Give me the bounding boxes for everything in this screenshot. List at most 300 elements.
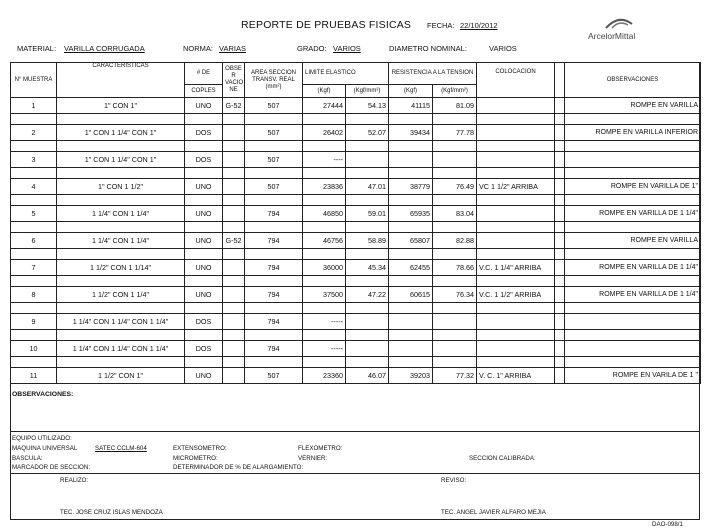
cell-col [477, 125, 555, 141]
table-row [11, 314, 701, 330]
header-de-coples-top: # DE [185, 63, 223, 85]
cell-area: 507 [245, 368, 303, 384]
reviso-label: REVISO: [441, 477, 467, 484]
cell-kgf1: 46756 [303, 233, 346, 249]
cell-kgf1: 23836 [303, 179, 346, 195]
gap-cell [477, 249, 555, 260]
cell-obs [223, 368, 245, 384]
cell-kgf1: 26402 [303, 125, 346, 141]
gap-cell [555, 195, 565, 206]
cell-kgfmm2 [433, 341, 477, 357]
cell-col: V. C. 1" ARRIBA [477, 368, 555, 384]
cell-kgfmm2: 77.32 [433, 368, 477, 384]
gap-row [11, 330, 701, 341]
gap-cell [346, 276, 389, 287]
cell-n: 5 [11, 206, 57, 222]
cell-obs [223, 260, 245, 276]
gap-cell [565, 357, 701, 368]
gap-cell [11, 330, 57, 341]
reviso-name: TEC. ANGEL JAVIER ALFARO MEJIA [441, 509, 546, 516]
gap-cell [57, 303, 185, 314]
cell-n: 3 [11, 152, 57, 168]
cell-car: 1" CON 1 1/2" [57, 179, 185, 195]
gap-cell [433, 168, 477, 179]
cell-kgf2: 41115 [389, 98, 433, 114]
cell-observ: ROMPE EN VARILLA DE 1 1/4" [565, 206, 701, 222]
table-row [11, 152, 701, 168]
cell-car: 1 1/2" CON 1 1/4" [57, 287, 185, 303]
gap-cell [555, 357, 565, 368]
gap-cell [565, 141, 701, 152]
gap-cell [57, 276, 185, 287]
arcelormittal-logo-icon [604, 14, 634, 30]
divider-2 [10, 473, 700, 474]
cell-coples: UNO [185, 368, 223, 384]
cell-kgf1: 23360 [303, 368, 346, 384]
header-kgfmm-2: (Kgf/mm²) [433, 85, 477, 98]
gap-cell [433, 303, 477, 314]
table-row [11, 287, 701, 303]
header-kgf-1: (Kgf) [303, 85, 346, 98]
header-limite-elastico: LIMITE ELASTICO [303, 63, 389, 85]
header-kgfmm-1: (Kgf/mm²) [346, 85, 389, 98]
gap-cell [346, 168, 389, 179]
logo-text: ArcelorMittal [588, 31, 636, 41]
gap-cell [477, 114, 555, 125]
cell-coples: UNO [185, 179, 223, 195]
gap-cell [303, 249, 346, 260]
cell-kgf2: 38779 [389, 179, 433, 195]
cell-observ: ROMPE EN VARILLA [565, 98, 701, 114]
cell-car: 1 1/2" CON 1 1/14" [57, 260, 185, 276]
gap-cell [433, 222, 477, 233]
cell-obs [223, 287, 245, 303]
cell-area: 794 [245, 260, 303, 276]
gap-cell [565, 249, 701, 260]
gap-cell [477, 303, 555, 314]
gap-cell [11, 114, 57, 125]
gap-row [11, 114, 701, 125]
fecha-value: 22/10/2012 [460, 21, 498, 30]
gap-cell [223, 303, 245, 314]
cell-n: 1 [11, 98, 57, 114]
cell-kgf1: 36000 [303, 260, 346, 276]
cell-obs [223, 206, 245, 222]
cell-col [477, 98, 555, 114]
gap-cell [477, 357, 555, 368]
gap-row [11, 303, 701, 314]
cell-area: 794 [245, 341, 303, 357]
cell-col: V.C. 1 1/4" ARRIBA [477, 260, 555, 276]
cell-coples: DOS [185, 152, 223, 168]
cell-car: 1 1/4" CON 1 1/4" CON 1 1/4" [57, 341, 185, 357]
gap-cell [433, 114, 477, 125]
cell-kgfmm1 [346, 341, 389, 357]
cell-area: 507 [245, 179, 303, 195]
cell-obs: G-52 [223, 233, 245, 249]
gap-cell [245, 303, 303, 314]
cell-kgf2: 39434 [389, 125, 433, 141]
cell-col [477, 341, 555, 357]
equipo-label: EQUIPO UTILIZADO: [12, 435, 72, 442]
gap-cell [555, 168, 565, 179]
gap-cell [346, 357, 389, 368]
header-spacer [555, 63, 565, 98]
gap-cell [185, 249, 223, 260]
cell-spacer [555, 125, 565, 141]
gap-cell [433, 195, 477, 206]
gap-cell [346, 330, 389, 341]
maquina-label: MAQUINA UNIVERSAL [12, 445, 78, 452]
gap-cell [477, 222, 555, 233]
cell-observ: ROMPE EN VARILLA INFERIOR [565, 125, 701, 141]
gap-cell [389, 222, 433, 233]
gap-cell [57, 114, 185, 125]
material-label: MATERIAL: [17, 44, 57, 53]
cell-kgf2: 39203 [389, 368, 433, 384]
gap-cell [11, 303, 57, 314]
cell-area: 794 [245, 206, 303, 222]
table-row [11, 341, 701, 357]
seccion-calibrada-label: SECCION CALIBRADA: [469, 455, 536, 462]
gap-cell [245, 276, 303, 287]
gap-row [11, 168, 701, 179]
cell-kgfmm1: 46.07 [346, 368, 389, 384]
norma-label: NORMA: [183, 44, 213, 53]
cell-spacer [555, 341, 565, 357]
gap-cell [185, 114, 223, 125]
gap-cell [11, 141, 57, 152]
cell-n: 6 [11, 233, 57, 249]
cell-kgf2 [389, 314, 433, 330]
cell-car: 1" CON 1" [57, 98, 185, 114]
gap-cell [185, 168, 223, 179]
gap-cell [57, 222, 185, 233]
cell-observ: ROMPE EN VARILLA DE 1 1/4" [565, 260, 701, 276]
cell-spacer [555, 287, 565, 303]
gap-row [11, 195, 701, 206]
cell-area: 794 [245, 233, 303, 249]
gap-cell [477, 141, 555, 152]
gap-cell [57, 141, 185, 152]
gap-cell [245, 195, 303, 206]
table-row [11, 233, 701, 249]
flexometro-label: FLEXOMETRO: [298, 445, 343, 452]
gap-cell [389, 357, 433, 368]
gap-cell [185, 357, 223, 368]
cell-col [477, 233, 555, 249]
extensometro-label: EXTENSOMETRO: [173, 445, 227, 452]
cell-n: 9 [11, 314, 57, 330]
diametro-value: VARIOS [489, 44, 517, 53]
gap-cell [303, 168, 346, 179]
gap-cell [565, 168, 701, 179]
header-observaciones: OBSERVACIONES [565, 63, 701, 98]
cell-kgf1: 37500 [303, 287, 346, 303]
gap-cell [57, 357, 185, 368]
cell-car: 1 1/4" CON 1 1/4" CON 1 1/4" [57, 314, 185, 330]
bascula-label: BASCULA: [12, 455, 43, 462]
cell-obs [223, 341, 245, 357]
cell-car: 1" CON 1 1/4" CON 1" [57, 152, 185, 168]
gap-cell [303, 276, 346, 287]
cell-kgf1: ---- [303, 152, 346, 168]
gap-cell [555, 330, 565, 341]
cell-n: 11 [11, 368, 57, 384]
cell-kgfmm1: 47.01 [346, 179, 389, 195]
cell-col [477, 206, 555, 222]
cell-area: 794 [245, 314, 303, 330]
gap-cell [555, 222, 565, 233]
cell-area: 507 [245, 125, 303, 141]
gap-cell [11, 276, 57, 287]
vernier-label: VERNIER: [298, 455, 328, 462]
gap-cell [245, 249, 303, 260]
gap-cell [565, 303, 701, 314]
table-row [11, 125, 701, 141]
gap-cell [433, 357, 477, 368]
gap-cell [433, 276, 477, 287]
gap-cell [565, 114, 701, 125]
norma-value: VARIAS [219, 44, 246, 53]
gap-row [11, 249, 701, 260]
gap-cell [57, 330, 185, 341]
gap-cell [57, 249, 185, 260]
cell-kgf2: 62455 [389, 260, 433, 276]
cell-coples: UNO [185, 98, 223, 114]
cell-col: VC 1 1/2" ARRIBA [477, 179, 555, 195]
gap-cell [11, 249, 57, 260]
gap-cell [389, 195, 433, 206]
cell-coples: UNO [185, 287, 223, 303]
cell-kgfmm2 [433, 314, 477, 330]
cell-kgfmm2: 81.09 [433, 98, 477, 114]
gap-cell [223, 357, 245, 368]
cell-n: 10 [11, 341, 57, 357]
cell-kgfmm1: 45.34 [346, 260, 389, 276]
gap-cell [389, 303, 433, 314]
gap-cell [185, 222, 223, 233]
gap-cell [303, 357, 346, 368]
maquina-value: SATEC CCLM-604 [95, 445, 147, 452]
diametro-label: DIAMETRO NOMINAL: [389, 44, 467, 53]
cell-observ: ROMPE EN VARILLA DE 1 1/4" [565, 287, 701, 303]
gap-cell [389, 330, 433, 341]
gap-cell [57, 195, 185, 206]
gap-cell [565, 222, 701, 233]
cell-col [477, 152, 555, 168]
gap-cell [433, 141, 477, 152]
gap-cell [11, 222, 57, 233]
cell-car: 1 1/2" CON 1" [57, 368, 185, 384]
report-title: REPORTE DE PRUEBAS FISICAS [241, 19, 412, 31]
gap-cell [223, 330, 245, 341]
cell-col [477, 314, 555, 330]
fecha-label: FECHA: [427, 21, 455, 30]
cell-obs [223, 125, 245, 141]
table-row [11, 179, 701, 195]
gap-cell [477, 195, 555, 206]
cell-kgf1: 27444 [303, 98, 346, 114]
cell-spacer [555, 260, 565, 276]
gap-cell [223, 168, 245, 179]
gap-cell [185, 276, 223, 287]
cell-observ [565, 341, 701, 357]
gap-cell [477, 276, 555, 287]
cell-spacer [555, 152, 565, 168]
cell-car: 1 1/4" CON 1 1/4" [57, 233, 185, 249]
cell-coples: DOS [185, 125, 223, 141]
gap-cell [11, 168, 57, 179]
cell-observ [565, 314, 701, 330]
header-de-coples-bot: COPLES [185, 85, 223, 98]
cell-observ: ROMPE EN VARILLA DE 1" [565, 179, 701, 195]
gap-cell [185, 141, 223, 152]
table-row [11, 98, 701, 114]
cell-n: 7 [11, 260, 57, 276]
gap-cell [11, 195, 57, 206]
cell-spacer [555, 98, 565, 114]
gap-cell [303, 330, 346, 341]
cell-kgf2: 65935 [389, 206, 433, 222]
cell-kgfmm2: 77.78 [433, 125, 477, 141]
gap-cell [477, 168, 555, 179]
gap-cell [223, 141, 245, 152]
gap-cell [11, 357, 57, 368]
divider-1 [10, 431, 700, 432]
gap-cell [555, 276, 565, 287]
gap-cell [303, 222, 346, 233]
gap-cell [346, 114, 389, 125]
cell-spacer [555, 233, 565, 249]
cell-obs [223, 314, 245, 330]
cell-n: 2 [11, 125, 57, 141]
cell-spacer [555, 368, 565, 384]
cell-observ: ROMPE EN VARILA DE 1 " [565, 368, 701, 384]
grado-label: GRADO: [297, 44, 327, 53]
cell-kgfmm2: 76.49 [433, 179, 477, 195]
gap-cell [555, 114, 565, 125]
gap-cell [346, 141, 389, 152]
marcador-label: MARCADOR DE SECCION: [12, 464, 91, 471]
cell-coples: DOS [185, 341, 223, 357]
cell-obs [223, 152, 245, 168]
cell-area: 794 [245, 287, 303, 303]
header-resistencia: RESISTENCIA A LA TENSION [389, 63, 477, 85]
gap-cell [346, 303, 389, 314]
gap-cell [477, 330, 555, 341]
cell-obs: G-52 [223, 98, 245, 114]
gap-row [11, 357, 701, 368]
cell-car: 1" CON 1 1/4" CON 1" [57, 125, 185, 141]
gap-cell [303, 303, 346, 314]
cell-kgf2: 65807 [389, 233, 433, 249]
cell-kgfmm2: 83.04 [433, 206, 477, 222]
gap-cell [245, 114, 303, 125]
cell-kgfmm1: 54.13 [346, 98, 389, 114]
cell-kgfmm1: 59.01 [346, 206, 389, 222]
cell-kgf2: 60615 [389, 287, 433, 303]
determinador-label: DETERMINADOR DE % DE ALARGAMIENTO: [173, 464, 304, 471]
gap-row [11, 222, 701, 233]
gap-cell [57, 168, 185, 179]
cell-coples: DOS [185, 314, 223, 330]
gap-cell [389, 141, 433, 152]
gap-cell [389, 114, 433, 125]
cell-coples: UNO [185, 233, 223, 249]
cell-kgfmm2: 78.66 [433, 260, 477, 276]
gap-cell [185, 303, 223, 314]
gap-cell [389, 168, 433, 179]
gap-row [11, 276, 701, 287]
observaciones-label: OBSERVACIONES: [12, 391, 74, 398]
realizo-name: TEC. JOSE CRUZ ISLAS MENDOZA [60, 509, 163, 516]
header-muestra: N° MUESTRA [11, 63, 57, 98]
cell-kgf2 [389, 341, 433, 357]
doc-code: DAO-098/1 [652, 521, 683, 528]
cell-n: 8 [11, 287, 57, 303]
cell-coples: UNO [185, 206, 223, 222]
gap-cell [433, 249, 477, 260]
cell-spacer [555, 206, 565, 222]
gap-cell [346, 249, 389, 260]
gap-cell [433, 330, 477, 341]
gap-cell [245, 222, 303, 233]
gap-cell [223, 195, 245, 206]
header-area: AREA SECCION TRANSV. REAL (mm²) [245, 63, 303, 98]
gap-cell [245, 141, 303, 152]
cell-kgf1: ----- [303, 314, 346, 330]
cell-kgfmm2: 82.88 [433, 233, 477, 249]
cell-kgf1: ----- [303, 341, 346, 357]
header-observ: OBSE R VACIO NE [223, 63, 245, 98]
cell-spacer [555, 314, 565, 330]
gap-cell [303, 195, 346, 206]
cell-area: 507 [245, 152, 303, 168]
gap-cell [223, 114, 245, 125]
gap-cell [389, 276, 433, 287]
gap-cell [245, 330, 303, 341]
cell-kgfmm1: 52.07 [346, 125, 389, 141]
gap-cell [555, 303, 565, 314]
gap-cell [389, 249, 433, 260]
gap-cell [245, 168, 303, 179]
gap-cell [303, 114, 346, 125]
cell-area: 507 [245, 98, 303, 114]
micrometro-label: MICROMETRO: [173, 455, 218, 462]
cell-col: V.C. 1 1/2" ARRIBA [477, 287, 555, 303]
gap-cell [346, 222, 389, 233]
header-caracteristicas: CARACTERISTICAS [57, 63, 185, 98]
gap-cell [223, 222, 245, 233]
table-row [11, 260, 701, 276]
gap-cell [565, 276, 701, 287]
cell-kgfmm1: 47.22 [346, 287, 389, 303]
gap-cell [223, 276, 245, 287]
cell-observ: ROMPE EN VARILLA [565, 233, 701, 249]
cell-car: 1 1/4" CON 1 1/4" [57, 206, 185, 222]
header-kgf-2: (Kgf) [389, 85, 433, 98]
realizo-label: REALIZO: [60, 477, 89, 484]
gap-cell [245, 357, 303, 368]
cell-observ [565, 152, 701, 168]
gap-cell [565, 330, 701, 341]
gap-cell [346, 195, 389, 206]
gap-row [11, 141, 701, 152]
grado-value: VARIOS [333, 44, 361, 53]
gap-cell [223, 249, 245, 260]
table-row [11, 206, 701, 222]
